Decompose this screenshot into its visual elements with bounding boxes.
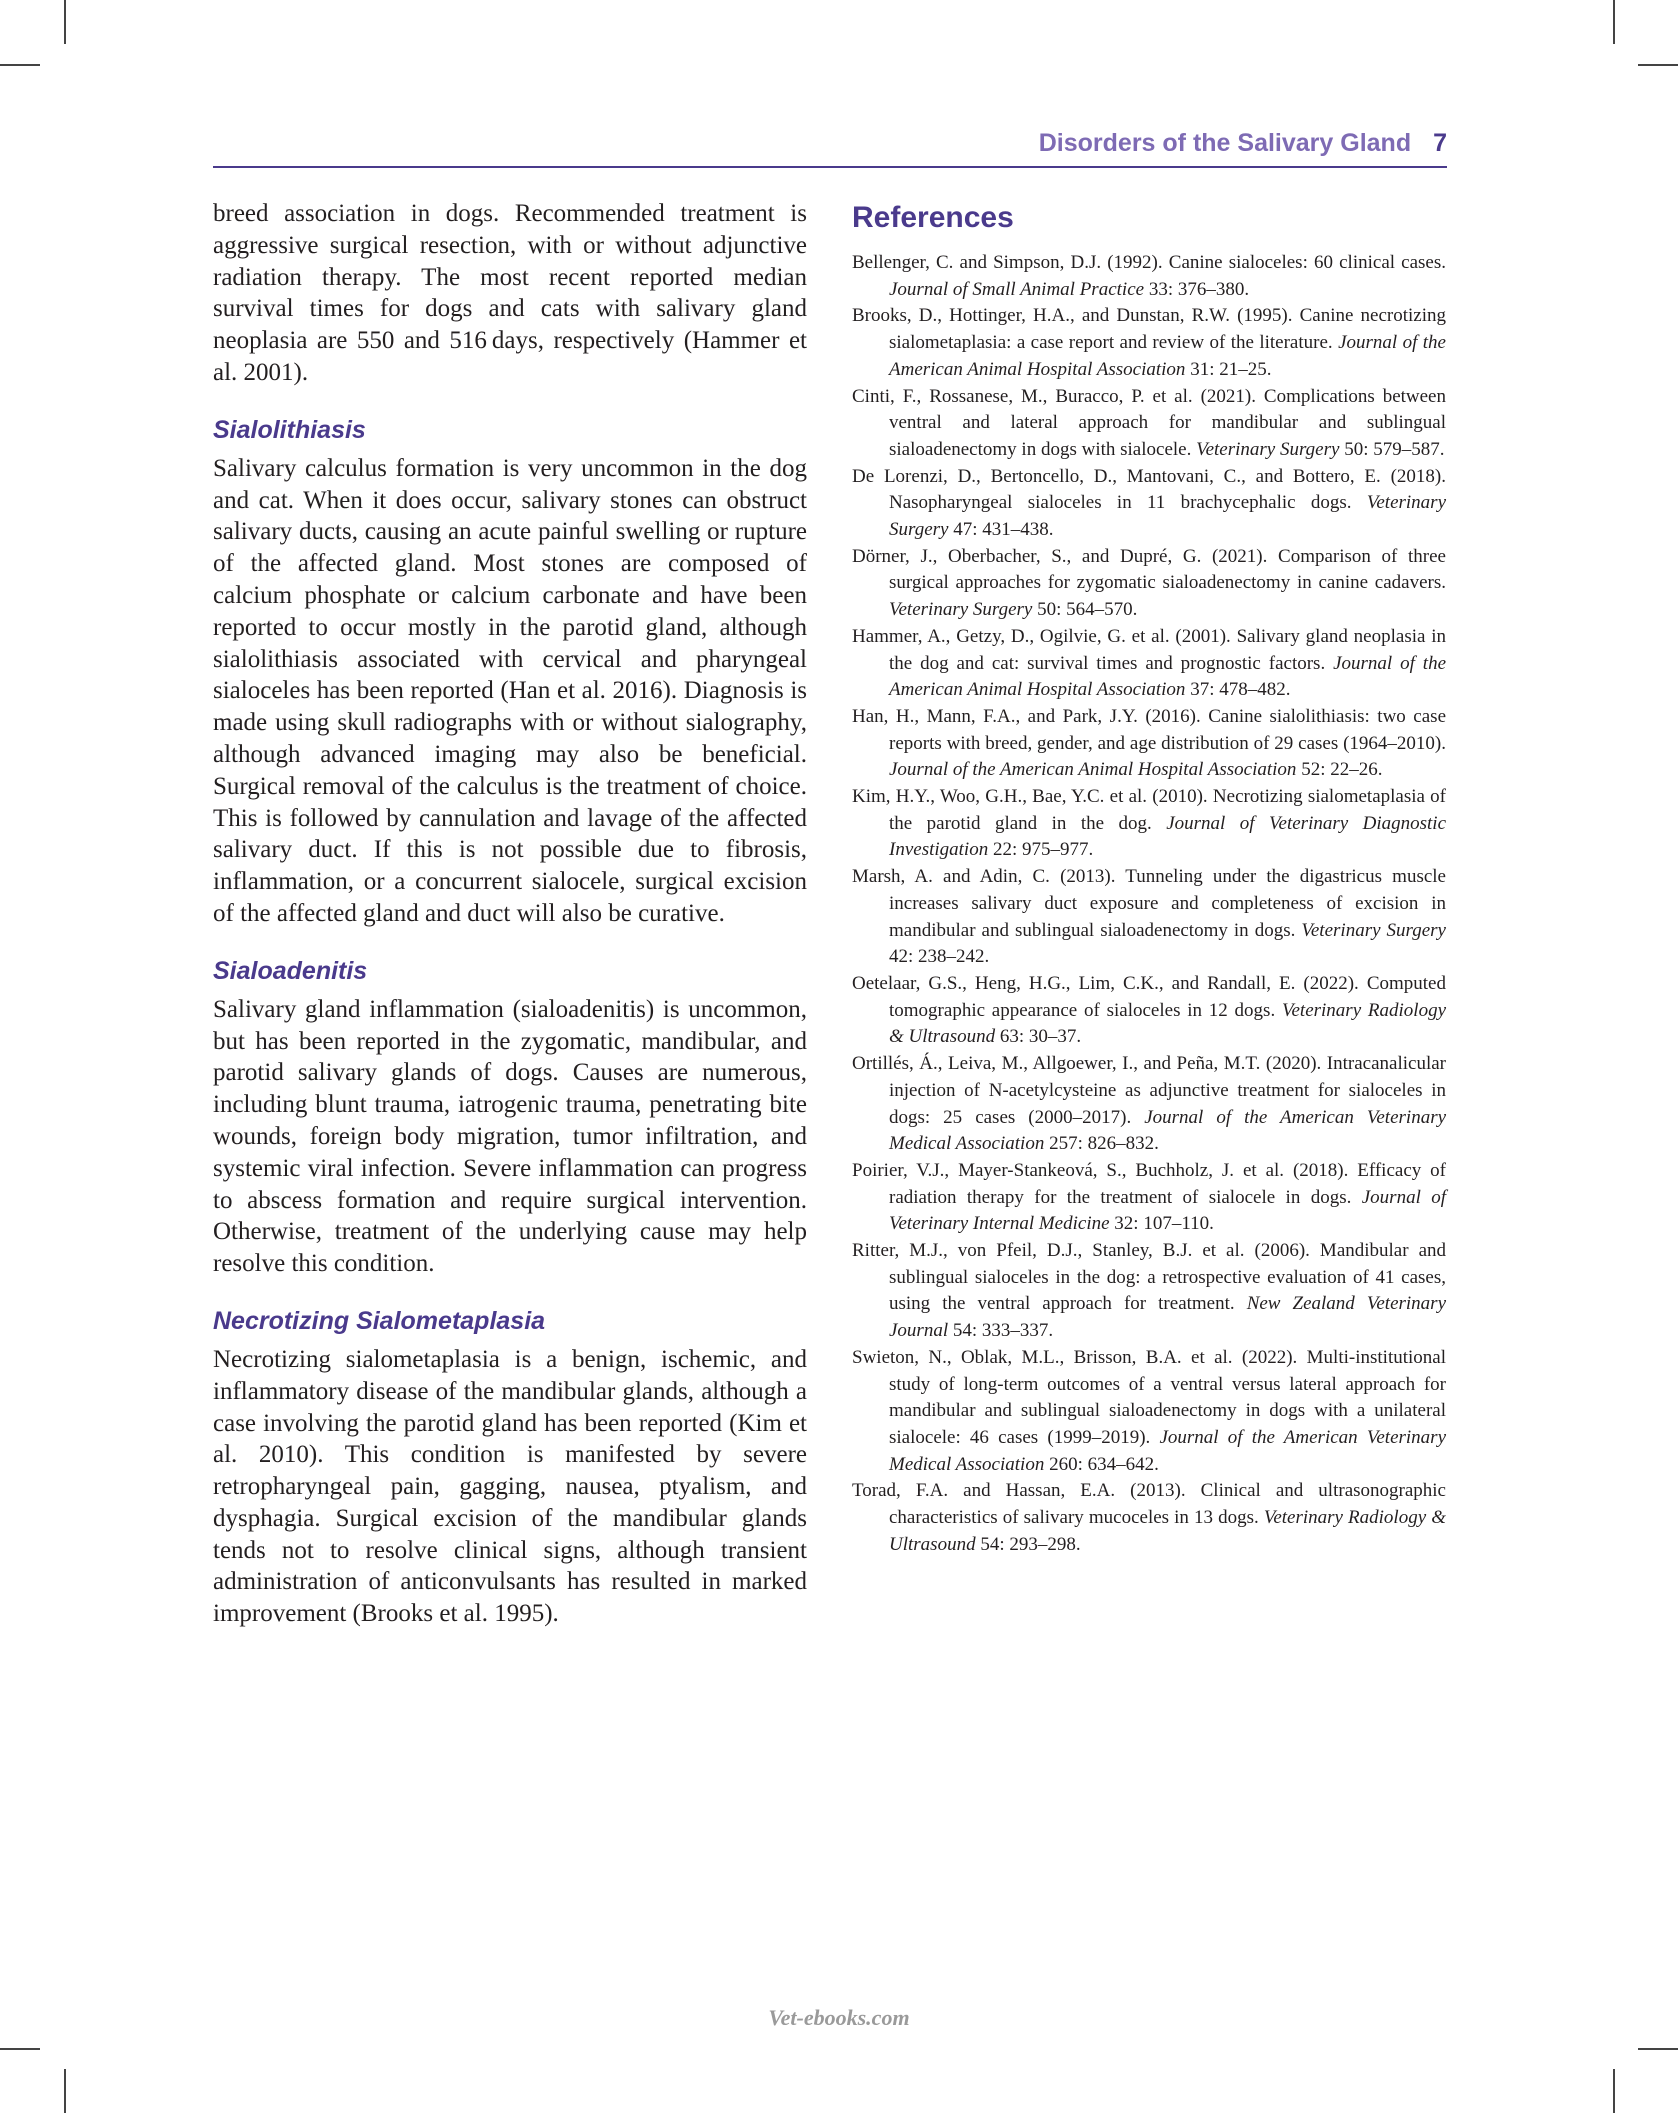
- reference-citation: Marsh, A. and Adin, C. (2013). Tunneling under the digastricus muscle increases salivary duct exposure and completeness of excision in mandibular and sublingual sialoadenectomy in dogs.: [852, 866, 1446, 941]
- reference-journal: Veterinary Surgery: [1301, 919, 1446, 941]
- reference-volume-pages: 37: 478–482.: [1190, 679, 1291, 701]
- reference-volume-pages: 42: 238–242.: [889, 946, 990, 968]
- section-heading-sialolithiasis: Sialolithiasis: [213, 415, 366, 444]
- reference-journal: Journal of Veterinary Diagnostic Investigation: [889, 812, 1447, 861]
- reference-journal: Veterinary Surgery: [889, 599, 1033, 621]
- crop-mark: [1613, 2069, 1615, 2113]
- reference-volume-pages: 32: 107–110.: [1114, 1213, 1214, 1235]
- section-body-sialolithiasis: Salivary calculus formation is very uncommon in the dog and cat. When it does occur, salivary stones can obstruct salivary ducts, causing an acute painful swelling or rupture of the affected gland. Most stones are composed of calcium phosphate or calcium carbonate and have been reported to occur mostly in the parotid gland, although sialolithiasis associated with cervical and pharyngeal sialoceles has been reported (Han et al. 2016). Diagnosis is made using skull radiographs with or without sialography, although advanced imaging may also be beneficial. Surgical removal of the calculus is the treatment of choice. This is followed by cannulation and lavage of the affected salivary duct. If this is not possible due to fibrosis, inflammation, or a concurrent sialocele, surgical excision of the affected gland and duct will also be curative.: [213, 454, 807, 927]
- crop-mark: [1613, 0, 1615, 44]
- crop-mark: [1638, 2048, 1678, 2050]
- reference-volume-pages: 260: 634–642.: [1049, 1453, 1159, 1475]
- reference-journal: Veterinary Radiology & Ultrasound: [889, 999, 1446, 1048]
- references-column: [852, 198, 1446, 1558]
- reference-citation: Torad, F.A. and Hassan, E.A. (2013). Clinical and ultrasonographic characteristics of salivary mucoceles in 13 dogs.: [852, 1480, 1446, 1529]
- reference-volume-pages: 54: 333–337.: [952, 1320, 1054, 1342]
- reference-citation: Brooks, D., Hottinger, H.A., and Dunstan, R.W. (1995). Canine necrotizing sialometaplasia: a case report and review of the literature.: [852, 305, 1446, 354]
- reference-citation: Poirier, V.J., Mayer-Stankeová, S., Buchholz, J. et al. (2018). Efficacy of radiation therapy for the treatment of sialocele in dogs.: [852, 1159, 1446, 1208]
- main-text-column: [213, 198, 807, 1630]
- reference-item: [852, 464, 1446, 544]
- reference-citation: Dörner, J., Oberbacher, S., and Dupré, G. (2021). Comparison of three surgical approaches for zygomatic sialoadenectomy in canine cadavers.: [852, 545, 1446, 594]
- reference-journal: New Zealand Veterinary Journal: [889, 1293, 1446, 1342]
- running-head: [213, 128, 1447, 168]
- reference-item: [852, 1345, 1446, 1479]
- reference-citation: Swieton, N., Oblak, M.L., Brisson, B.A. et al. (2022). Multi-institutional study of long-term outcomes of a ventral versus lateral approach for mandibular and sublingual sialoadenectomy in dogs with a unilateral sialocele: 46 cases (1999–2019).: [852, 1346, 1446, 1448]
- reference-citation: Hammer, A., Getzy, D., Ogilvie, G. et al. (2001). Salivary gland neoplasia in the dog and cat: survival times and prognostic factors.: [852, 625, 1446, 674]
- reference-item: [852, 384, 1446, 464]
- reference-volume-pages: 22: 975–977.: [992, 839, 1094, 861]
- reference-journal: Journal of the American Animal Hospital Association: [889, 332, 1446, 380]
- reference-journal: Veterinary Surgery: [1196, 438, 1340, 460]
- reference-item: [852, 784, 1446, 864]
- reference-volume-pages: 54: 293–298.: [980, 1533, 1081, 1555]
- reference-journal: Journal of Small Animal Practice: [889, 278, 1145, 300]
- watermark-logo: Vet-ebooks.com: [768, 2005, 910, 2030]
- reference-item: [852, 864, 1446, 971]
- reference-item: [852, 971, 1446, 1051]
- reference-journal: Journal of the American Animal Hospital Association: [889, 759, 1297, 781]
- crop-mark: [64, 2069, 66, 2113]
- page-number: 7: [1433, 129, 1447, 157]
- reference-item: [852, 303, 1446, 383]
- reference-journal: Veterinary Radiology & Ultrasound: [889, 1507, 1446, 1555]
- reference-journal: Journal of the American Veterinary Medical Association: [889, 1106, 1447, 1155]
- reference-item: [852, 1238, 1446, 1345]
- reference-volume-pages: 47: 431–438.: [953, 519, 1054, 541]
- reference-citation: Bellenger, C. and Simpson, D.J. (1992). Canine sialoceles: 60 clinical cases.: [852, 252, 1446, 273]
- reference-journal: Veterinary Surgery: [889, 492, 1447, 541]
- reference-volume-pages: 257: 826–832.: [1049, 1133, 1159, 1155]
- section-heading-necrotizing-sialometaplasia: Necrotizing Sialometaplasia: [213, 1306, 546, 1335]
- reference-volume-pages: 50: 579–587.: [1344, 438, 1445, 460]
- reference-item: [852, 1051, 1446, 1158]
- reference-volume-pages: 50: 564–570.: [1037, 599, 1138, 621]
- reference-citation: Ritter, M.J., von Pfeil, D.J., Stanley, B.J. et al. (2006). Mandibular and sublingual sialoceles in the dog: a retrospective evaluation of 41 cases, using the ventral approach for treatment.: [852, 1240, 1446, 1315]
- references-list: [852, 250, 1446, 1558]
- crop-mark: [0, 2048, 40, 2050]
- crop-mark: [64, 0, 66, 44]
- section-body-sialoadenitis: Salivary gland inflammation (sialoadenitis) is uncommon, but has been reported in the zygomatic, mandibular, and parotid salivary glands of dogs. Causes are numerous, including blunt trauma, iatrogenic trauma, penetrating bite wounds, foreign body migration, tumor infiltration, and systemic viral infection. Severe inflammation can progress to abscess formation and require surgical intervention. Otherwise, treatment of the underlying cause may help resolve this condition.: [213, 995, 807, 1278]
- reference-citation: Oetelaar, G.S., Heng, H.G., Lim, C.K., and Randall, E. (2022). Computed tomographic appearance of sialoceles in 12 dogs.: [852, 972, 1446, 1021]
- reference-volume-pages: 63: 30–37.: [999, 1026, 1082, 1048]
- reference-item: [852, 704, 1446, 784]
- reference-item: [852, 624, 1446, 704]
- section-body-necrotizing-sialometaplasia: Necrotizing sialometaplasia is a benign, ischemic, and inflammatory disease of the mandibular glands, although a case involving the parotid gland has been reported (Kim et al. 2010). This condition is manifested by severe retropharyngeal pain, gagging, nausea, ptyalism, and dysphagia. Surgical excision of the mandibular glands tends not to resolve clinical signs, although transient administration of anticonvulsants has resulted in marked improvement (Brooks et al. 1995).: [213, 1345, 807, 1628]
- reference-citation: De Lorenzi, D., Bertoncello, D., Mantovani, C., and Bottero, E. (2018). Nasopharyngeal sialoceles in 11 brachycephalic dogs.: [852, 465, 1446, 514]
- reference-item: [852, 250, 1446, 303]
- reference-citation: Cinti, F., Rossanese, M., Buracco, P. et al. (2021). Complications between ventral and lateral approach for mandibular and sublingual sialoadenectomy in dogs with sialocele.: [852, 385, 1446, 460]
- reference-citation: Kim, H.Y., Woo, G.H., Bae, Y.C. et al. (2010). Necrotizing sialometaplasia of the parotid gland in the dog.: [852, 786, 1446, 834]
- reference-item: [852, 1158, 1446, 1238]
- references-heading: References: [852, 201, 1014, 234]
- reference-volume-pages: 52: 22–26.: [1301, 759, 1383, 781]
- reference-item: [852, 544, 1446, 624]
- reference-citation: Han, H., Mann, F.A., and Park, J.Y. (2016). Canine sialolithiasis: two case reports with breed, gender, and age distribution of 29 cases (1964–2010).: [852, 705, 1446, 754]
- reference-volume-pages: 31: 21–25.: [1190, 358, 1272, 380]
- intro-paragraph: breed association in dogs. Recommended treatment is aggressive surgical resection, with or without adjunctive radiation therapy. The most recent reported median survival times for dogs and cats with salivary gland neoplasia are 550 and 516 days, respectively (Hammer et al. 2001).: [213, 200, 807, 386]
- reference-journal: Journal of the American Veterinary Medical Association: [889, 1426, 1446, 1475]
- running-head-title: Disorders of the Salivary Gland: [1038, 129, 1412, 157]
- reference-citation: Ortillés, Á., Leiva, M., Allgoewer, I., and Peña, M.T. (2020). Intracanalicular injection of N-acetylcysteine as adjunctive treatment for sialoceles in dogs: 25 cases (2000–2017).: [852, 1053, 1446, 1128]
- reference-journal: Journal of Veterinary Internal Medicine: [889, 1186, 1447, 1235]
- reference-volume-pages: 33: 376–380.: [1148, 278, 1250, 300]
- crop-mark: [0, 64, 40, 66]
- crop-mark: [1638, 64, 1678, 66]
- section-heading-sialoadenitis: Sialoadenitis: [213, 956, 368, 985]
- reference-item: [852, 1478, 1446, 1558]
- reference-journal: Journal of the American Animal Hospital Association: [889, 652, 1446, 701]
